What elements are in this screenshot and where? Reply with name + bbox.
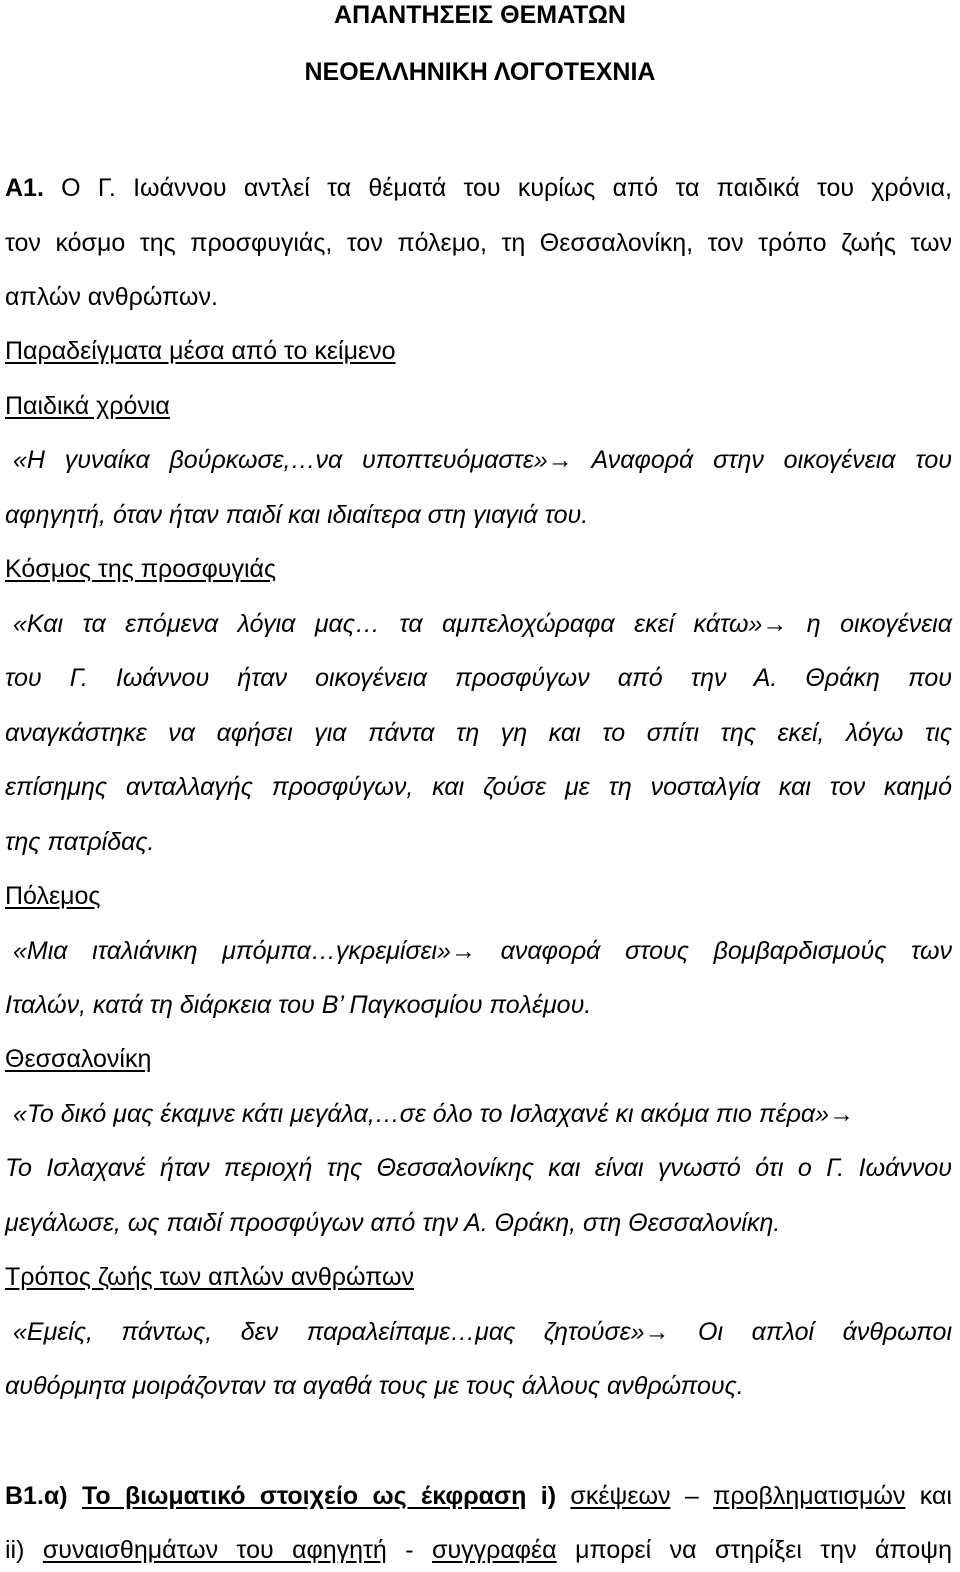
comment: αναφορά στους βομβαρδισμούς των — [500, 937, 952, 965]
section-heading-war: Πόλεμος — [5, 882, 101, 910]
b1-tail: μπορεί να στηρίξει την άποψη — [575, 1536, 952, 1564]
section-text-childhood: αφηγητή, όταν ήταν παιδί και ιδιαίτερα στη γιαγιά του. — [5, 501, 589, 529]
comment: η οικογένεια — [806, 610, 952, 638]
a1-text-1: Ο Γ. Ιωάννου αντλεί τα θέματά του κυρίως από τα παιδικά του χρόνια, — [61, 174, 953, 202]
b1-dash-2: - — [405, 1536, 414, 1564]
b1-thoughts: σκέψεων — [570, 1482, 671, 1510]
a1-line-3: απλών ανθρώπων. — [5, 283, 218, 311]
b1-topic: Το βιωματικό στοιχείο ως έκφραση — [81, 1482, 527, 1510]
quote: «Μια ιταλιάνικη μπόμπα…γκρεμίσει» — [13, 937, 451, 965]
comment: Αναφορά στην οικογένεια του — [591, 446, 952, 474]
a1-line-1 — [5, 173, 952, 203]
b1-emotions: συναισθημάτων του αφηγητή — [42, 1536, 387, 1564]
section-quote-war — [13, 936, 952, 966]
section-heading-thessaloniki: Θεσσαλονίκη — [5, 1045, 152, 1073]
a1-line-2: τον κόσμο της προσφυγιάς, τον πόλεμο, τη Θεσσαλονίκη, τον τρόπο ζωής των — [5, 229, 952, 257]
quote: «Και τα επόμενα λόγια μας… τα αμπελοχώραφα εκεί κάτω» — [13, 610, 763, 638]
examples-heading: Παραδείγματα μέσα από το κείμενο — [5, 337, 396, 365]
section-heading-simple-people: Τρόπος ζωής των απλών ανθρώπων — [5, 1263, 415, 1291]
quote: «Η γυναίκα βούρκωσε,…να υποπτευόμαστε» — [13, 446, 548, 474]
arrow-icon: → — [547, 446, 573, 474]
comment: Οι απλοί άνθρωποι — [698, 1318, 953, 1346]
document-title: ΑΠΑΝΤΗΣΕΙΣ ΘΕΜΑΤΩΝ — [334, 1, 626, 29]
section-text-thessaloniki-2: μεγάλωσε, ως παιδί προσφύγων από την Α. Θράκη, στη Θεσσαλονίκη. — [5, 1209, 781, 1237]
arrow-icon: → — [450, 937, 476, 965]
section-text-refugees-2: αναγκάστηκε να αφήσει για πάντα τη γη και το σπίτι της εκεί, λόγω τις — [5, 719, 952, 747]
b1-dash: – — [684, 1482, 699, 1510]
quote: «Εμείς, πάντως, δεν παραλείπαμε…μας ζητούσε» — [13, 1318, 645, 1346]
arrow-icon: → — [762, 610, 788, 638]
b1-label: Β1.α) — [5, 1482, 68, 1510]
b1-writer: συγγραφέα — [432, 1536, 557, 1564]
section-text-war: Ιταλών, κατά τη διάρκεια του Β’ Παγκοσμίου πολέμου. — [5, 991, 592, 1019]
section-quote-simple-people — [13, 1317, 952, 1347]
b1-and: και — [919, 1482, 952, 1510]
b1-line-1 — [5, 1481, 952, 1511]
arrow-icon: → — [829, 1100, 855, 1128]
section-text-refugees-3: επίσημης ανταλλαγής προσφύγων, και ζούσε με τη νοσταλγία και τον καημό — [5, 773, 952, 801]
quote: «Το δικό μας έκαμνε κάτι μεγάλα,…σε όλο το Ισλαχανέ κι ακόμα πιο πέρα» — [13, 1100, 830, 1128]
section-heading-childhood: Παιδικά χρόνια — [5, 392, 170, 420]
section-text-refugees-1: του Γ. Ιωάννου ήταν οικογένεια προσφύγων από την Α. Θράκη που — [5, 664, 952, 692]
b1-line-2 — [5, 1535, 952, 1565]
section-heading-refugees: Κόσμος της προσφυγιάς — [5, 555, 277, 583]
b1-item-ii: ii) — [5, 1536, 25, 1564]
arrow-icon: → — [644, 1318, 670, 1346]
section-quote-thessaloniki — [13, 1099, 952, 1129]
a1-label: Α1. — [5, 174, 44, 202]
section-text-thessaloniki-1: Το Ισλαχανέ ήταν περιοχή της Θεσσαλονίκης και είναι γνωστό ότι ο Γ. Ιωάννου — [5, 1154, 952, 1182]
section-quote-childhood — [13, 445, 952, 475]
section-quote-refugees — [13, 609, 952, 639]
b1-problematizing: προβληματισμών — [713, 1482, 906, 1510]
b1-item-i: i) — [540, 1482, 557, 1510]
subject-title: ΝΕΟΕΛΛΗΝΙΚΗ ΛΟΓΟΤΕΧΝΙΑ — [304, 58, 656, 86]
section-text-simple-people: αυθόρμητα μοιράζονταν τα αγαθά τους με τους άλλους ανθρώπους. — [5, 1372, 744, 1400]
section-text-refugees-4: της πατρίδας. — [5, 828, 155, 856]
